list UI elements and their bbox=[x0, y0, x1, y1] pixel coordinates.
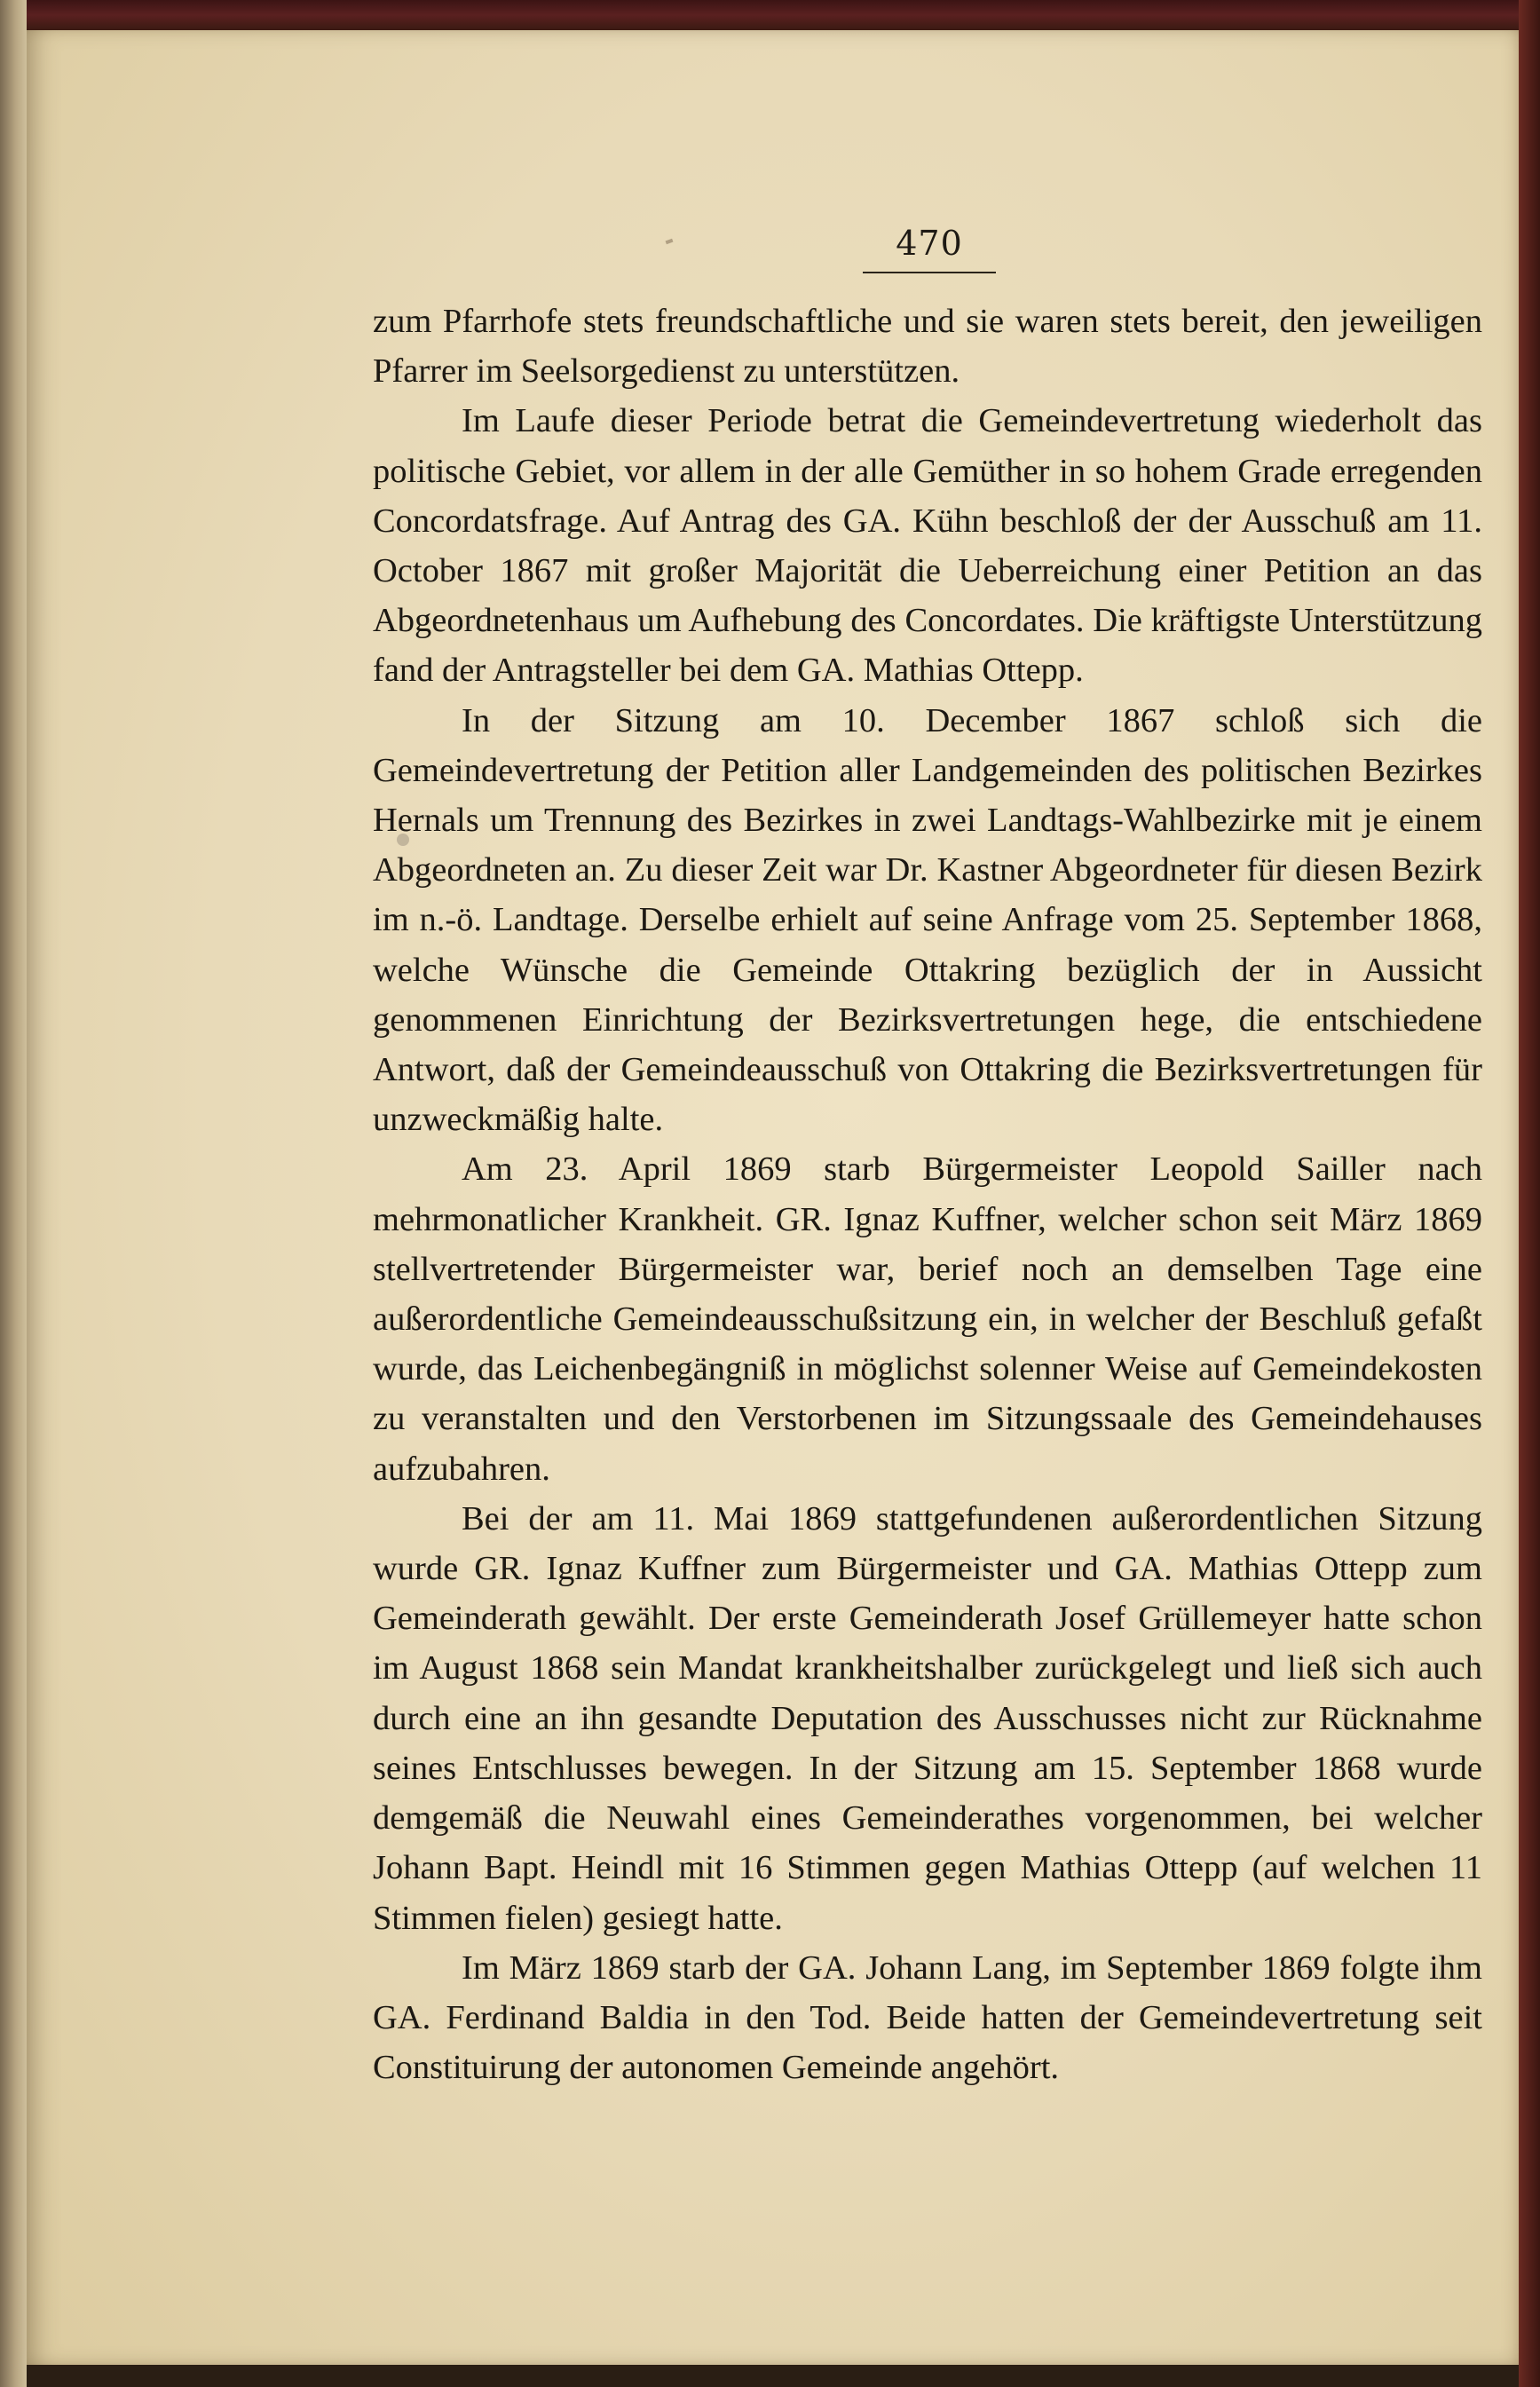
paragraph-mayor-death: Am 23. April 1869 starb Bürgermeister Leopold Sailler nach mehrmonatlicher Krankheit. GR. Ignaz Kuffner, welcher schon seit März 1869 stellvertretender Bürgermeister war, berief noch an demselben Tage eine außerordentliche Gemeindeausschußsitzung ein, in welcher der Beschluß gefaßt wurde, das Leichenbegängniß in möglichst solenner Weise auf Gemeindekosten zu veranstalten und den Verstorbenen im Sitzungssaale des Gemeindehauses aufzubahren. bbox=[373, 1150, 1482, 1488]
book-page bbox=[27, 30, 1519, 2365]
paper-fleck bbox=[666, 239, 674, 244]
page-number-container bbox=[863, 224, 996, 263]
paragraph-continuation: zum Pfarrhofe stets freundschaftliche und sie waren stets bereit, den jeweiligen Pfarrer im Seelsorgedienst zu unterstützen. bbox=[373, 303, 1482, 391]
page-number: 470 bbox=[896, 224, 963, 263]
book-binding-right bbox=[1519, 0, 1540, 2387]
paragraph-district-split: In der Sitzung am 10. December 1867 schloß sich die Gemeindevertretung der Petition aller Landgemeinden des politischen Bezirkes Hernals um Trennung des Bezirkes in zwei Landtags-Wahlbezirke mit je einem Abgeordneten an. Zu dieser Zeit war Dr. Kastner Abgeordneter für diesen Bezirk im n.-ö. Landtage. Derselbe erhielt auf seine Anfrage vom 25. September 1868, welche Wünsche die Gemeinde Ottakring bezüglich der in Aussicht genommenen Einrichtung der Bezirksvertretungen hege, die entschiedene Antwort, daß der Gemeindeausschuß von Ottakring die Bezirksvertretungen für unzweckmäßig halte. bbox=[373, 701, 1482, 1139]
page-number-rule bbox=[863, 272, 996, 273]
paragraph-concordat: Im Laufe dieser Periode betrat die Gemeindevertretung wiederholt das politische Gebiet, vor allem in der alle Gemüther in so hohem Grade erregenden Concordatsfrage. Auf Antrag des GA. Kühn beschloß der der Ausschuß am 11. October 1867 mit großer Majorität die Ueberreichung einer Petition an das Abgeordnetenhaus um Aufhebung des Concordates. Die kräftigste Unterstützung fand der Antragsteller bei dem GA. Mathias Ottepp. bbox=[373, 402, 1482, 690]
paragraph-deaths: Im März 1869 starb der GA. Johann Lang, im September 1869 folgte ihm GA. Ferdinand Baldia in den Tod. Beide hatten der Gemeindevertretung seit Constituirung der autonomen Gemeinde angehört. bbox=[373, 1948, 1482, 2087]
book-binding-top bbox=[0, 0, 1540, 30]
page-stack-edge bbox=[0, 0, 27, 2387]
paragraph-election: Bei der am 11. Mai 1869 stattgefundenen außerordentlichen Sitzung wurde GR. Ignaz Kuffner zum Bürgermeister und GA. Mathias Ottepp zum Gemeinderath gewählt. Der erste Gemeinderath Josef Grüllemeyer hatte schon im August 1868 sein Mandat krankheitshalber zurückgelegt und ließ sich auch durch eine an ihn gesandte Deputation des Ausschusses nicht zur Rücknahme seines Entschlusses bewegen. In der Sitzung am 15. September 1868 wurde demgemäß die Neuwahl eines Gemeinderathes vorgenommen, bei welcher Johann Bapt. Heindl mit 16 Stimmen gegen Mathias Ottepp (auf welchen 11 Stimmen fielen) gesiegt hatte. bbox=[373, 1499, 1482, 1937]
body-text bbox=[373, 296, 1482, 2092]
